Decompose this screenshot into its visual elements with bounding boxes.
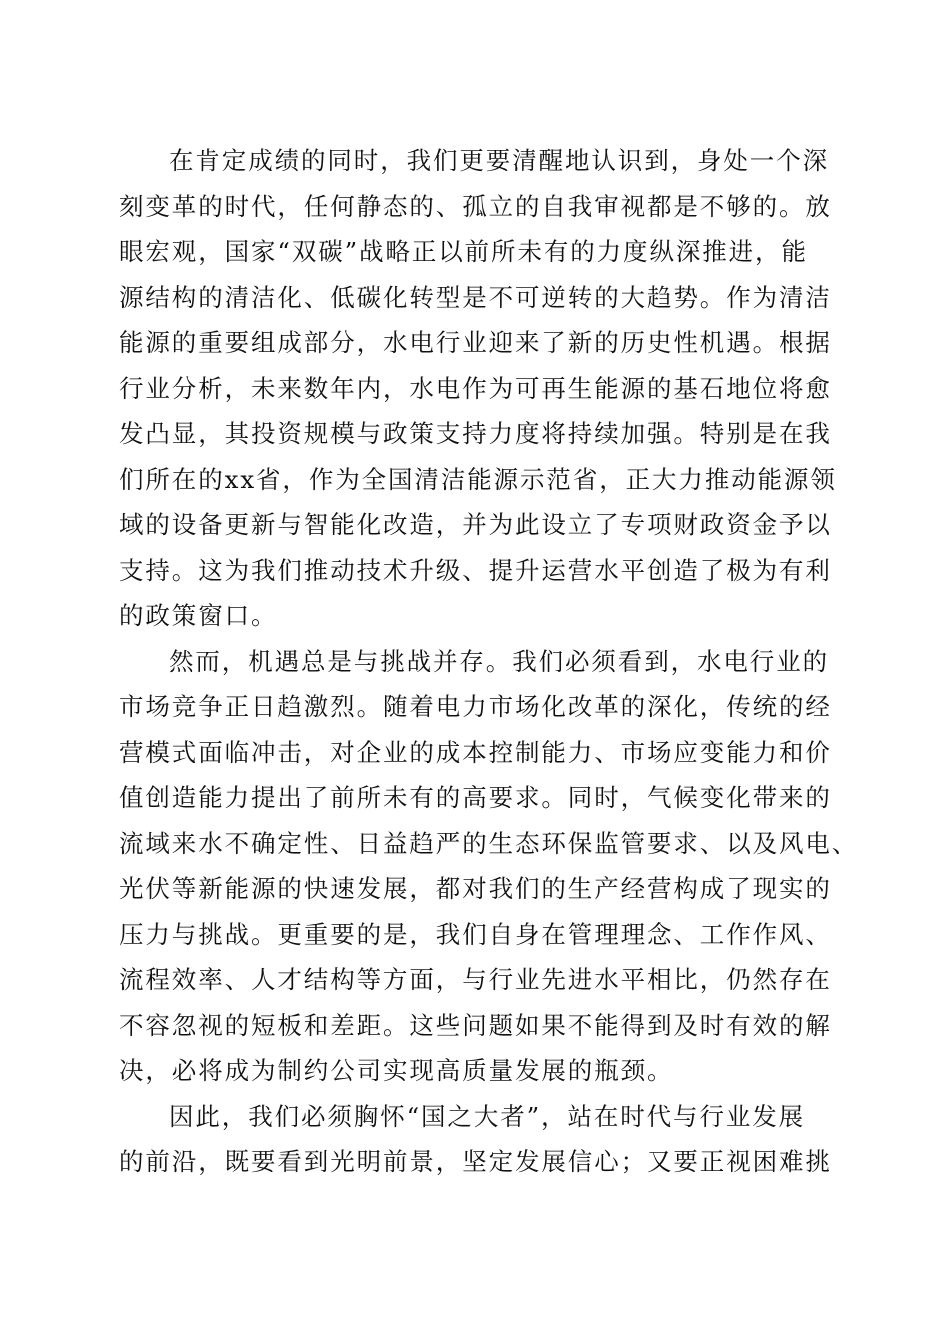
text-line: 因此，我们必须胸怀“国之大者”，站在时代与行业发展 — [169, 1101, 806, 1131]
paragraph-opportunity — [119, 138, 839, 639]
text-line: 流域来水不确定性、日益趋严的生态环保监管要求、以及风电、 — [119, 828, 859, 858]
text-line: 光伏等新能源的快速发展，都对我们的生产经营构成了现实的 — [119, 874, 832, 903]
text-line: 的前沿，既要看到光明前景，坚定发展信心；又要正视困难挑 — [119, 1147, 832, 1176]
text-line: 市场竞争正日趋激烈。随着电力市场化改革的深化，传统的经 — [119, 692, 832, 721]
text-line: 流程效率、人才结构等方面，与行业先进水平相比，仍然存在 — [119, 965, 832, 994]
text-line: 的政策窗口。 — [119, 601, 278, 630]
text-line: 不容忽视的短板和差距。这些问题如果不能得到及时有效的解 — [119, 1010, 832, 1040]
document-body — [119, 138, 859, 1185]
text-line: 们所在的xx省，作为全国清洁能源示范省，正大力推动能源领 — [119, 464, 837, 494]
text-line: 在肯定成绩的同时，我们更要清醒地认识到，身处一个深 — [169, 146, 829, 175]
paragraph-conclusion — [119, 1094, 839, 1185]
text-line: 营模式面临冲击，对企业的成本控制能力、市场应变能力和价 — [119, 737, 832, 767]
paragraph-challenges — [119, 639, 859, 1094]
text-line: 值创造能力提出了前所未有的高要求。同时，气候变化带来的 — [119, 783, 832, 812]
text-line: 源结构的清洁化、低碳化转型是不可逆转的大趋势。作为清洁 — [119, 282, 832, 312]
text-line: 决，必将成为制约公司实现高质量发展的瓶颈。 — [119, 1056, 674, 1085]
text-line: 行业分析，未来数年内，水电作为可再生能源的基石地位将愈 — [119, 373, 832, 403]
text-line: 压力与挑战。更重要的是，我们自身在管理理念、工作作风、 — [119, 919, 832, 949]
text-line: 域的设备更新与智能化改造，并为此设立了专项财政资金予以 — [119, 510, 832, 539]
text-line: 刻变革的时代，任何静态的、孤立的自我审视都是不够的。放 — [119, 191, 832, 221]
text-line: 然而，机遇总是与挑战并存。我们必须看到，水电行业的 — [169, 646, 829, 676]
text-line: 支持。这为我们推动技术升级、提升运营水平创造了极为有利 — [119, 555, 832, 585]
text-line: 能源的重要组成部分，水电行业迎来了新的历史性机遇。根据 — [119, 328, 832, 357]
text-line: 眼宏观，国家“双碳”战略正以前所未有的力度纵深推进，能 — [119, 237, 808, 266]
text-line: 发凸显，其投资规模与政策支持力度将持续加强。特别是在我 — [119, 419, 832, 448]
